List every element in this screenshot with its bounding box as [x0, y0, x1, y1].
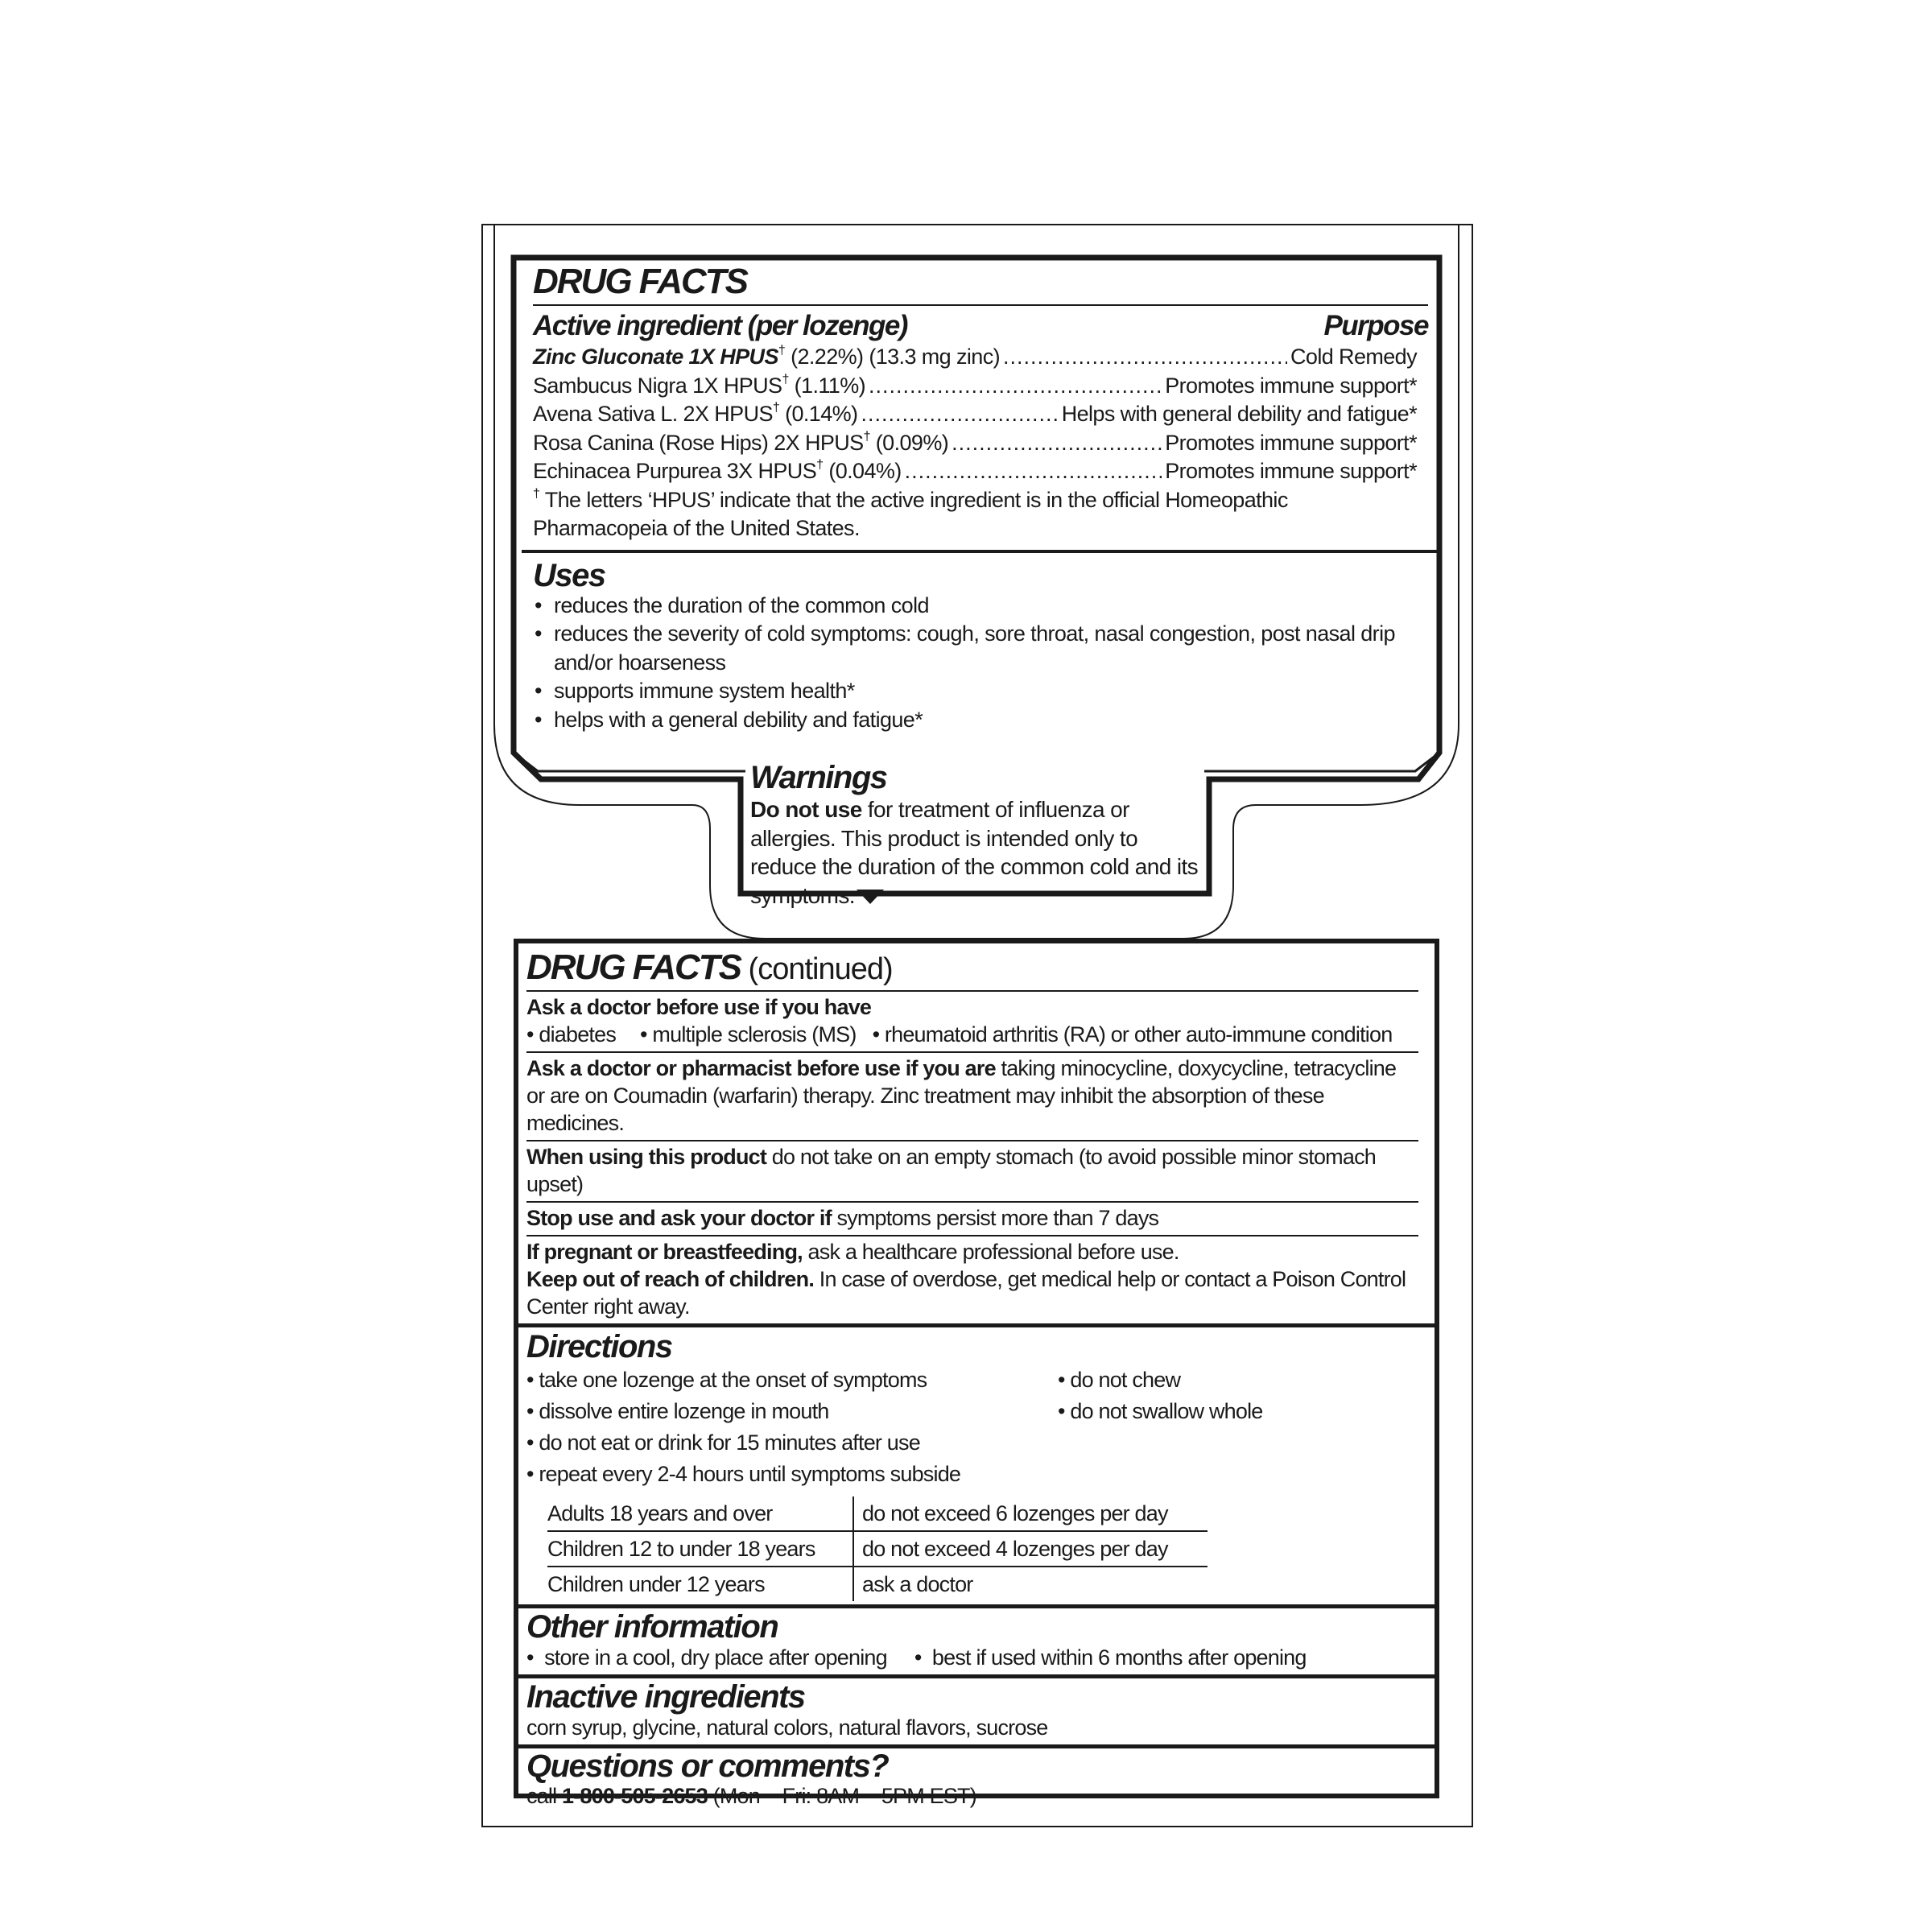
hpus-footnote: [533, 486, 1428, 543]
list-item: • do not chew: [1058, 1368, 1181, 1392]
direction-text: repeat every 2-4 hours until symptoms subside: [539, 1462, 961, 1486]
leader-dots: [869, 372, 1162, 401]
list-item: • do not swallow whole: [1058, 1399, 1263, 1423]
ingredient-detail: (1.11%): [788, 373, 865, 398]
dosage-table: [547, 1496, 1208, 1601]
age-group-cell: Children under 12 years: [547, 1572, 765, 1596]
leader-dots: [1003, 343, 1287, 372]
condition-text: multiple sclerosis (MS): [652, 1022, 857, 1046]
list-item: • helps with a general debility and fatigue*: [533, 706, 1412, 735]
direction-text: do not swallow whole: [1070, 1399, 1263, 1423]
warnings-heading: Warnings: [750, 760, 887, 795]
ingredient-detail: (2.22%) (13.3 mg zinc): [785, 345, 1000, 369]
stop-use-label: Stop use and ask your doctor if: [526, 1206, 832, 1230]
other-information-section: [518, 1608, 1435, 1674]
ingredient-row: [533, 343, 1428, 372]
list-item: • reduces the duration of the common cold: [533, 592, 1412, 621]
contact-line: [526, 1782, 1426, 1810]
warnings-text: [750, 795, 1201, 910]
age-group-cell: Adults 18 years and over: [547, 1496, 853, 1531]
list-item: • supports immune system health*: [533, 677, 1412, 706]
call-prefix: call: [526, 1784, 563, 1808]
uses-section: [522, 553, 1439, 735]
ingredient-detail: (0.09%): [869, 430, 949, 455]
list-item: • diabetes: [526, 1022, 617, 1046]
when-using-section: [518, 1141, 1435, 1201]
questions-heading: Questions or comments?: [526, 1748, 889, 1784]
dagger-mark: †: [863, 429, 870, 444]
list-item: • repeat every 2-4 hours until symptoms subside: [526, 1462, 961, 1486]
uses-heading: Uses: [533, 557, 605, 593]
ask-pharmacist-label: Ask a doctor or pharmacist before use if you are: [526, 1056, 996, 1080]
ingredient-purpose: Promotes immune support*: [1165, 373, 1417, 398]
ingredient-purpose: Helps with general debility and fatigue*: [1061, 402, 1417, 426]
stop-use-section: [518, 1203, 1435, 1235]
uses-list: [533, 592, 1428, 735]
ingredient-detail: (0.14%): [779, 402, 858, 426]
phone-number[interactable]: 1-800-505-2653: [562, 1784, 708, 1808]
ingredient-row: [533, 457, 1428, 486]
other-information-list: [526, 1644, 1426, 1671]
when-using-text: do not take on an empty stomach (to avoid possible minor stomach upset): [526, 1145, 1376, 1196]
pregnancy-section: [518, 1236, 1435, 1323]
ingredient-name: Sambucus Nigra 1X HPUS: [533, 373, 782, 398]
dagger-mark: †: [778, 344, 786, 357]
dose-cell: do not exceed 6 lozenges per day: [853, 1496, 1208, 1531]
direction-text: take one lozenge at the onset of symptoms: [539, 1368, 927, 1392]
table-row: [547, 1567, 1208, 1601]
continued-arrow-icon: [857, 890, 884, 904]
active-ingredient-header: [533, 309, 1428, 343]
directions-column: [1058, 1364, 1426, 1490]
table-row: [547, 1531, 1208, 1567]
ask-doctor-label: Ask a doctor before use if you have: [526, 995, 872, 1019]
continued-title: [518, 943, 1435, 990]
list-item: • rheumatoid arthritis (RA) or other auto-immune condition: [872, 1022, 1393, 1046]
leader-dots: [905, 457, 1162, 486]
ingredient-name: Echinacea Purpurea 3X HPUS: [533, 459, 817, 483]
ingredient-row: [533, 400, 1428, 429]
ask-pharmacist-text: taking minocycline, doxycycline, tetracycline or are on Coumadin (warfarin) therapy. Zinc treatment may inhibit the absorption of these medicines.: [526, 1056, 1397, 1135]
purpose-heading: Purpose: [1323, 310, 1428, 341]
list-item: • store in a cool, dry place after opening: [526, 1645, 887, 1670]
ingredient-row: [533, 372, 1428, 401]
stop-use-text: symptoms persist more than 7 days: [831, 1206, 1159, 1230]
inactive-ingredients-text: corn syrup, glycine, natural colors, natural flavors, sucrose: [526, 1715, 1048, 1740]
drug-facts-title: DRUG FACTS: [526, 947, 741, 987]
pregnant-text: ask a healthcare professional before use.: [802, 1240, 1179, 1264]
ingredient-row: [533, 429, 1428, 458]
dagger-mark: †: [782, 372, 789, 386]
list-item: • multiple sclerosis (MS): [640, 1022, 857, 1046]
ingredient-detail: (0.04%): [823, 459, 902, 483]
hours-text: (Mon – Fri: 8AM – 5PM EST): [707, 1784, 976, 1808]
ingredient-name: Rosa Canina (Rose Hips) 2X HPUS: [533, 430, 864, 455]
dose-cell: do not exceed 4 lozenges per day: [853, 1531, 1208, 1567]
table-row: [547, 1496, 1208, 1531]
list-item: • best if used within 6 months after opening: [914, 1645, 1307, 1670]
ask-pharmacist-section: [518, 1053, 1435, 1140]
do-not-use-text: for treatment of influenza or allergies. This product is intended only to reduce the duration of the common cold and its symptoms.: [750, 797, 1199, 908]
direction-text: do not eat or drink for 15 minutes after use: [539, 1430, 920, 1455]
list-item: • take one lozenge at the onset of symptoms: [526, 1368, 927, 1392]
drug-facts-continued-panel: [514, 939, 1439, 1808]
continued-label: (continued): [741, 952, 893, 986]
condition-text: diabetes: [539, 1022, 617, 1046]
when-using-label: When using this product: [526, 1145, 767, 1169]
active-ingredient-heading: Active ingredient (per lozenge): [533, 310, 907, 341]
leader-dots: [952, 429, 1162, 458]
directions-section: [518, 1327, 1435, 1604]
do-not-use-label: Do not use: [750, 797, 862, 822]
dagger-mark: †: [816, 458, 824, 472]
divider: [533, 304, 1428, 306]
info-text: store in a cool, dry place after opening: [544, 1645, 887, 1670]
inactive-ingredients-section: [518, 1678, 1435, 1744]
dagger-mark: †: [533, 486, 540, 501]
inactive-ingredients-heading: Inactive ingredients: [526, 1679, 805, 1715]
directions-column: [526, 1364, 1058, 1490]
drug-facts-title: DRUG FACTS: [533, 262, 747, 301]
ask-doctor-section: [518, 992, 1435, 1051]
age-group-cell: Children 12 to under 18 years: [547, 1531, 853, 1567]
direction-text: do not chew: [1070, 1368, 1181, 1392]
directions-heading: Directions: [526, 1329, 672, 1364]
other-information-heading: Other information: [526, 1609, 778, 1645]
dagger-mark: †: [772, 401, 780, 415]
leader-dots: [861, 400, 1058, 429]
directions-list: [526, 1364, 1426, 1490]
hpus-note-text: The letters ‘HPUS’ indicate that the active ingredient is in the official Homeopathic Pharmacopeia of the United States.: [533, 487, 1288, 540]
ingredient-purpose: Cold Remedy: [1290, 345, 1417, 369]
ingredient-purpose: Promotes immune support*: [1165, 430, 1417, 455]
warnings-section: [750, 760, 1201, 910]
questions-section: [518, 1748, 1435, 1813]
list-item: • do not eat or drink for 15 minutes after use: [526, 1430, 920, 1455]
ingredient-name: Avena Sativa L. 2X HPUS: [533, 402, 773, 426]
pregnant-label: If pregnant or breastfeeding,: [526, 1240, 803, 1264]
keep-out-text: In case of overdose, get medical help or contact a Poison Control Center right away.: [526, 1267, 1406, 1319]
drug-facts-panel: [522, 258, 1439, 779]
dose-cell: ask a doctor: [853, 1567, 1208, 1601]
direction-text: dissolve entire lozenge in mouth: [539, 1399, 829, 1423]
condition-text: rheumatoid arthritis (RA) or other auto-immune condition: [884, 1022, 1393, 1046]
list-item: • dissolve entire lozenge in mouth: [526, 1399, 829, 1423]
info-text: best if used within 6 months after opening: [931, 1645, 1307, 1670]
ingredient-list: [533, 343, 1428, 543]
ingredient-purpose: Promotes immune support*: [1165, 459, 1417, 483]
list-item: • reduces the severity of cold symptoms: cough, sore throat, nasal congestion, post nasal drip and/or hoarseness: [533, 620, 1412, 677]
keep-out-label: Keep out of reach of children.: [526, 1267, 815, 1291]
ingredient-name: Zinc Gluconate 1X HPUS: [533, 345, 778, 369]
